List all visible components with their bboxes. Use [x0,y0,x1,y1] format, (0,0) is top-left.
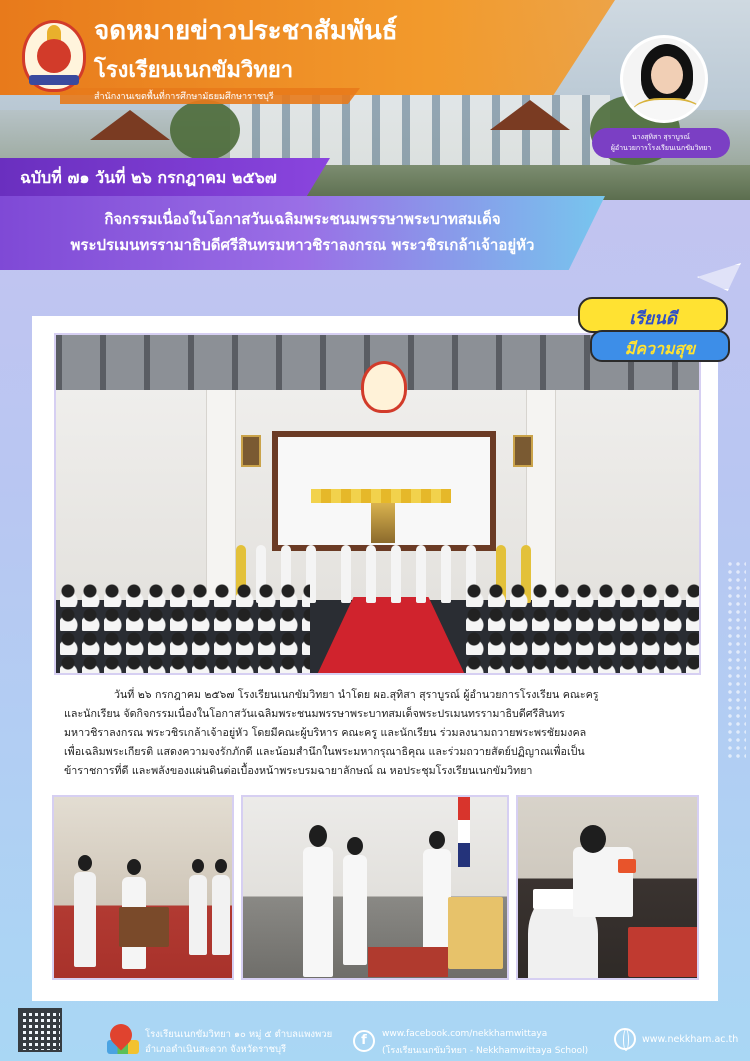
education-office: สำนักงานเขตพื้นที่การศึกษามัธยมศึกษาราชบุรี [94,92,274,102]
article-line: วันที่ ๒๖ กรกฎาคม ๒๕๖๗ โรงเรียนเนกขัมวิทยา นำโดย ผอ.สุทิสา สุราบูรณ์ ผู้อำนวยการโรงเรียน คณะครู [114,688,599,701]
armband [618,859,636,873]
tree [170,100,240,160]
teacher-figure [391,545,401,603]
director-portrait [620,35,708,123]
article-body [64,685,699,780]
students-left [60,583,310,675]
facebook-icon[interactable]: f [353,1030,375,1052]
teacher-figure [441,545,451,603]
photo-student-signing [516,795,699,980]
person-head [429,831,445,849]
person-head [580,825,606,853]
newsletter-title: จดหมายข่าวประชาสัมพันธ์ [94,16,398,46]
paper-plane-icon [697,263,741,291]
globe-icon [614,1028,636,1050]
school-name: โรงเรียนเนกขัมวิทยา [94,58,294,83]
director-tag [592,128,730,158]
thai-roof-right [490,100,570,130]
slogan-badge-learn-well: เรียนดี [578,297,728,333]
director-role: ผู้อำนวยการโรงเรียนเนกขัมวิทยา [610,144,712,152]
person-head [215,859,227,873]
school-emblem-icon [361,361,407,413]
person-head [78,855,92,871]
thai-flag-icon [458,797,470,867]
photo-oath-ceremony [52,795,234,980]
red-rug [628,927,698,977]
headline-line-2: พระปรเมนทรรามาธิบดีศรีสินทรมหาวชิราลงกรณ พระวชิรเกล้าเจ้าอยู่หัว [70,236,535,254]
facebook-page-name: (โรงเรียนเนกขัมวิทยา - Nekkhamwittaya School) [382,1046,589,1056]
hall-pillar [206,390,236,600]
students-right [466,583,699,675]
red-rug [368,947,448,977]
headline-line-1: กิจกรรมเนื่องในโอกาสวันเฉลิมพระชนมพรรษาพระบาทสมเด็จ [104,210,501,228]
teacher-figure [341,545,351,603]
director-name: นางสุทิสา สุราบูรณ์ [631,133,691,141]
website-link[interactable]: www.nekkham.ac.th [642,1034,739,1045]
school-logo-icon [22,20,86,92]
person-figure [343,855,367,965]
person-head [127,859,141,875]
person-figure [189,875,207,955]
thai-roof-left [90,110,170,140]
article-line: เพื่อเฉลิมพระเกียรติ แสดงความจงรักภักดี และน้อมสำนึกในพระมหากรุณาธิคุณ และร่วมถวายสัตย์ปฏิญาณเพื่อเป็น [64,745,585,758]
yellow-drape [311,489,451,503]
person-figure [212,875,230,955]
person-head [309,825,327,847]
teacher-figure [416,545,426,603]
podium [119,907,169,947]
dot-pattern [726,560,746,760]
article-line: และนักเรียน จัดกิจกรรมเนื่องในโอกาสวันเฉลิมพระชนมพรรษาพระบาทสมเด็จพระปรเมนทรรามาธิบดีศรีสินทร [64,707,565,720]
facebook-link[interactable]: www.facebook.com/nekkhamwittaya [382,1029,548,1039]
person-figure [303,847,333,977]
article-line: ข้าราชการที่ดี และพลังของแผ่นดินต่อเบื้องหน้าพระบรมฉายาลักษณ์ ณ หอประชุมโรงเรียนเนกขัมวิทยา [64,764,533,777]
qr-code[interactable] [18,1008,62,1052]
address-line-1: โรงเรียนเนกขัมวิทยา ๑๐ หมู่ ๕ ตำบลแพงพวย [145,1029,333,1040]
person-head [192,859,204,873]
issue-label: ฉบับที่ ๗๑ วันที่ ๒๖ กรกฎาคม ๒๕๖๗ [20,168,277,187]
altar-table [448,897,503,969]
main-photo-assembly-hall [54,333,701,675]
royal-portrait [241,435,261,467]
teacher-figure [366,545,376,603]
photo-signing-royal-book [241,795,509,980]
address-line-2: อำเภอดำเนินสะดวก จังหวัดราชบุรี [145,1044,287,1055]
article-line: มหาวชิราลงกรณ พระวชิรเกล้าเจ้าอยู่หัว โดยมีคณะผู้บริหาร คณะครู และนักเรียน ร่วมลงนามถวายพระพรชัยมงคล [64,726,587,739]
person-figure [74,872,96,967]
person-head [347,837,363,855]
person-figure [423,849,451,959]
royal-shrine [371,503,395,543]
royal-portrait [513,435,533,467]
person-figure [573,847,633,917]
slogan-badge-be-happy: มีความสุข [590,330,730,362]
